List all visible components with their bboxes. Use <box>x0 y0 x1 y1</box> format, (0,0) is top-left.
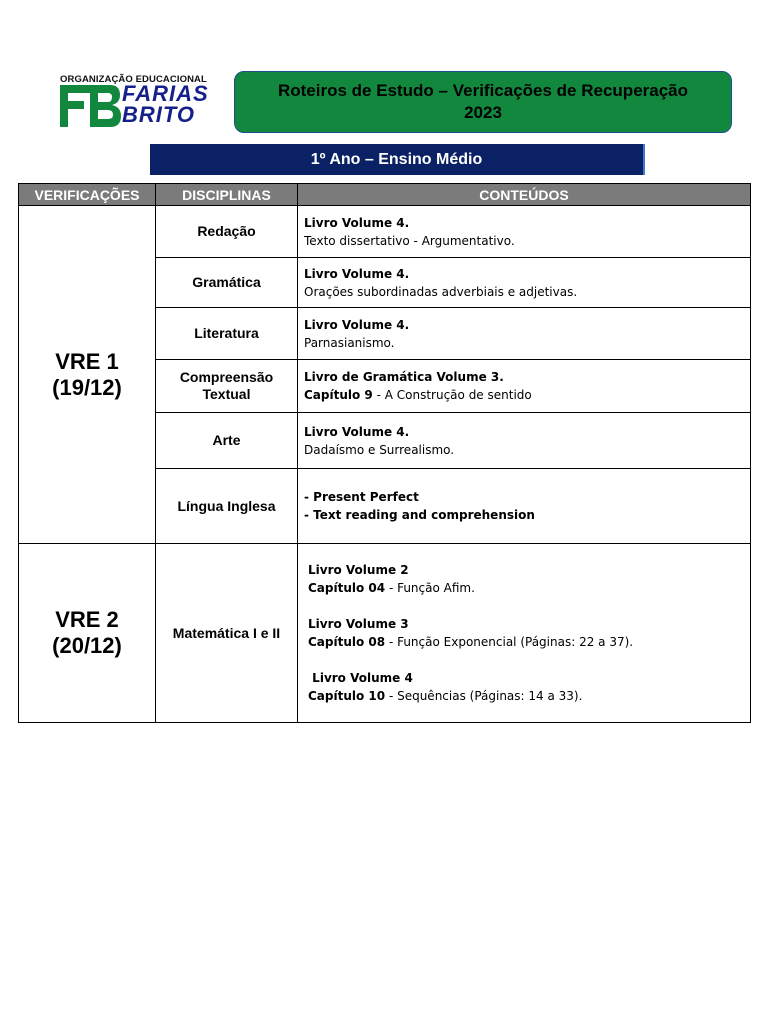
chapter-label: Capítulo 9 <box>304 388 373 402</box>
content-line <box>304 506 750 524</box>
chapter-topic: - Sequências (Páginas: 14 a 33). <box>385 689 583 703</box>
page-title-year: 2023 <box>464 103 502 122</box>
discipline-arte: Arte <box>156 413 298 469</box>
logo-wordmark <box>122 81 209 129</box>
grade-subtitle-bar <box>150 144 645 175</box>
content-matematica <box>298 544 751 723</box>
discipline-literatura: Literatura <box>156 308 298 360</box>
content-line <box>304 386 750 404</box>
grade-subtitle: 1º Ano – Ensino Médio <box>310 150 483 168</box>
page-title-box <box>234 71 732 133</box>
content-arte <box>298 413 751 469</box>
discipline-compreensao-textual <box>156 360 298 413</box>
vre2-date: (20/12) <box>52 633 122 658</box>
spacer <box>308 597 750 615</box>
chapter-topic: - Função Exponencial (Páginas: 22 a 37). <box>385 635 634 649</box>
vre1-cell <box>19 206 156 544</box>
vre1-label: VRE 1 <box>55 348 119 374</box>
fb-monogram-icon <box>60 85 122 127</box>
content-line: Orações subordinadas adverbiais e adjetivas. <box>304 284 578 299</box>
book-label: Livro Volume 4 <box>308 671 413 685</box>
vre2-label: VRE 2 <box>55 607 119 632</box>
vre1-date: (19/12) <box>52 374 122 400</box>
chapter-topic: - Função Afim. <box>385 581 475 595</box>
content-line: Livro Volume 4. <box>304 215 410 230</box>
content-line <box>308 687 750 705</box>
content-line: Livro Volume 4. <box>304 317 410 332</box>
bullet-dash: - <box>304 490 314 504</box>
discipline-lingua-inglesa: Língua Inglesa <box>156 469 298 544</box>
book-label: Livro Volume 3 <box>308 617 409 631</box>
discipline-label-line1: Compreensão <box>179 369 274 385</box>
content-line <box>304 488 750 506</box>
logo-organization-text: ORGANIZAÇÃO EDUCACIONAL <box>60 74 207 85</box>
content-redacao <box>298 206 751 258</box>
chapter-label: Capítulo 10 <box>308 689 386 703</box>
topic-text-reading: Text reading and comprehension <box>313 508 535 522</box>
content-line: Dadaísmo e Surrealismo. <box>304 442 455 457</box>
table-row <box>19 206 751 258</box>
content-line: Texto dissertativo - Argumentativo. <box>304 233 515 248</box>
book-label: Livro Volume 2 <box>308 563 409 577</box>
chapter-label: Capítulo 08 <box>308 635 386 649</box>
content-line: Livro Volume 4. <box>304 266 410 281</box>
content-gramatica <box>298 258 751 308</box>
content-line <box>308 633 750 651</box>
content-line: Parnasianismo. <box>304 335 395 350</box>
logo-word-farias: FARIAS <box>122 81 209 106</box>
content-lingua-inglesa <box>298 469 751 544</box>
discipline-redacao: Redação <box>156 206 298 258</box>
table-header-row <box>19 184 751 206</box>
content-literatura <box>298 308 751 360</box>
table-row <box>19 544 751 723</box>
farias-brito-logo <box>60 74 209 132</box>
bullet-dash: - <box>304 508 314 522</box>
chapter-label: Capítulo 04 <box>308 581 386 595</box>
study-schedule-table <box>18 183 751 723</box>
page-title-line1: Roteiros de Estudo – Verificações de Recuperação <box>277 81 689 100</box>
discipline-matematica: Matemática I e II <box>156 544 298 723</box>
content-compreensao-textual <box>298 360 751 413</box>
column-header-conteudos: CONTEÚDOS <box>298 184 751 206</box>
topic-present-perfect: Present Perfect <box>313 490 419 504</box>
column-header-verificacoes: VERIFICAÇÕES <box>19 184 156 206</box>
content-line: Livro Volume 4. <box>304 424 410 439</box>
discipline-label-line2: Textual <box>202 386 251 402</box>
content-line <box>308 579 750 597</box>
vre2-cell <box>19 544 156 723</box>
column-header-disciplinas: DISCIPLINAS <box>156 184 298 206</box>
logo-word-brito: BRITO <box>122 102 196 127</box>
chapter-topic: - A Construção de sentido <box>372 388 532 402</box>
discipline-gramatica: Gramática <box>156 258 298 308</box>
spacer <box>308 651 750 669</box>
content-line: Livro de Gramática Volume 3. <box>304 370 504 384</box>
